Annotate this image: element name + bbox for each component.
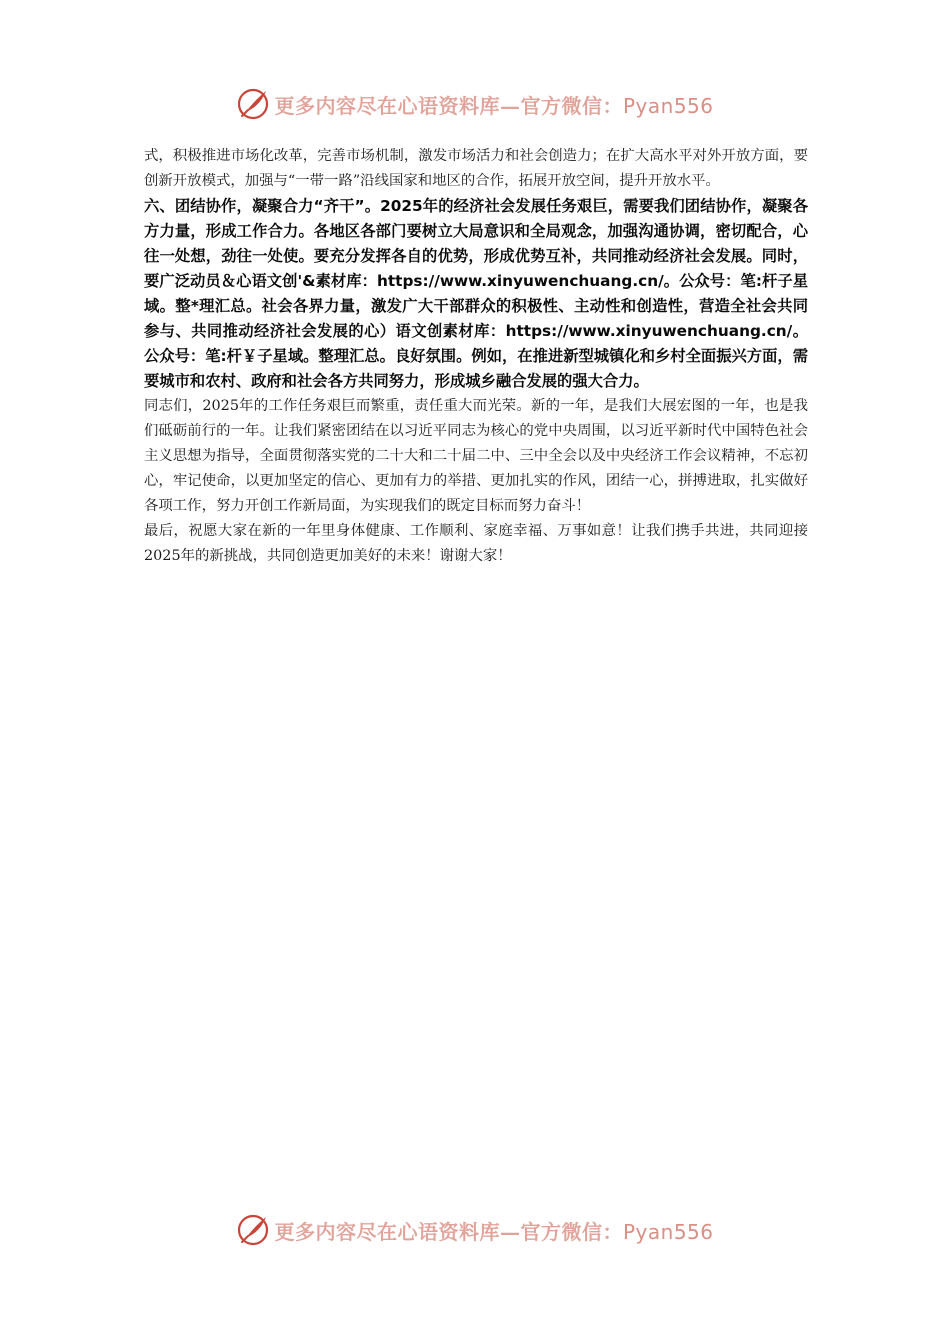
quill-logo-icon bbox=[236, 87, 270, 121]
header-banner-text bbox=[274, 90, 713, 119]
paragraph-section-six: 六、团结协作，凝聚合力“齐干”。2025年的经济社会发展任务艰巨，需要我们团结协作，凝聚各方力量，形成工作合力。各地区各部门要树立大局意识和全局观念，加强沟通协调，密切配合，心往一处想，劲往一处使。要充分发挥各自的优势，形成优势互补，共同推动经济社会发展。同时，要广泛动员＆心语文创'&素材库：https://www.xinyuwenchuang.cn/。公众号：笔:杆子星域。整*理汇总。社会各界力量，激发广大干部群众的积极性、主动性和创造性，营造全社会共同参与、共同推动经济社会发展的心）语文创素材库：https://www.xinyuwenchuang.cn/。公众号：笔:杆￥子星域。整理汇总。良好氛围。例如，在推进新型城镇化和乡村全面振兴方面，需要城市和农村、政府和社会各方共同努力，形成城乡融合发展的强大合力。 bbox=[144, 197, 808, 390]
header-banner-cn: 更多内容尽在心语资料库—官方微信： bbox=[274, 93, 623, 118]
footer-banner-id: Pyan556 bbox=[622, 1219, 714, 1244]
footer-banner-text bbox=[274, 1216, 713, 1245]
paragraph-comrades: 同志们，2025年的工作任务艰巨而繁重，责任重大而光荣。新的一年，是我们大展宏图的一年，也是我们砥砺前行的一年。让我们紧密团结在以习近平同志为核心的党中央周围，以习近平新时代中国特色社会主义思想为指导，全面贯彻落实党的二十大和二十届二中、三中全会以及中央经济工作会议精神，不忘初心，牢记使命，以更加坚定的信心、更加有力的举措、更加扎实的作风，团结一心，拼搏进取，扎实做好各项工作，努力开创工作新局面，为实现我们的既定目标而努力奋斗！ bbox=[144, 398, 808, 514]
document-body bbox=[144, 144, 808, 569]
footer-banner-cn: 更多内容尽在心语资料库—官方微信： bbox=[274, 1219, 623, 1244]
footer-banner bbox=[0, 1210, 950, 1250]
header-banner-id: Pyan556 bbox=[622, 93, 714, 118]
header-banner bbox=[0, 84, 950, 124]
paragraph-reform: 式，积极推进市场化改革，完善市场机制，激发市场活力和社会创造力；在扩大高水平对外开放方面，要创新开放模式，加强与“一带一路”沿线国家和地区的合作，拓展开放空间，提升开放水平。 bbox=[144, 148, 808, 189]
quill-logo-icon bbox=[236, 1213, 270, 1247]
paragraph-closing: 最后，祝愿大家在新的一年里身体健康、工作顺利、家庭幸福、万事如意！让我们携手共进，共同迎接2025年的新挑战，共同创造更加美好的未来！谢谢大家！ bbox=[144, 523, 808, 564]
